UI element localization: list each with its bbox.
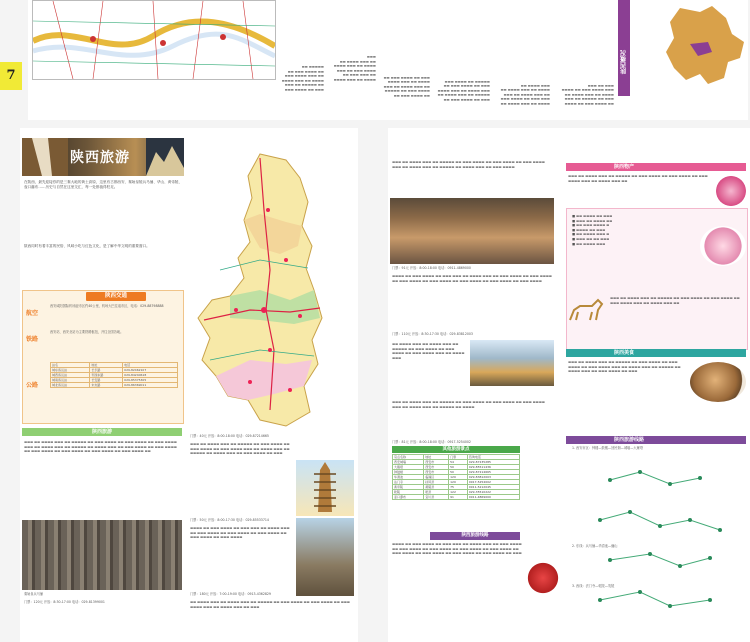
left-caption-line-4: 门票：180元 开放：7:00-19:00 电话：0913-4362829 <box>190 592 271 596</box>
table-cell: 钟鼓楼 <box>393 470 424 475</box>
table-cell: 门票 <box>449 455 468 460</box>
table-cell: 0911-4869000 <box>467 495 519 500</box>
transport-label-road: 公路 <box>26 382 39 389</box>
table-cell: 临潼区 <box>424 475 449 480</box>
table-cell: 西安城墙 <box>393 460 424 465</box>
products-title: 陕西物产 <box>566 163 746 171</box>
top-text-col-4: ▬▬▬ ▬▬ ▬▬▬▬ ▬▬▬ ▬▬ ▬▬▬▬▬ ▬▬ ▬▬▬ ▬▬▬▬ ▬▬ ▬▬▬ ▬▬▬▬ ▬▬ ▬▬▬ ▬▬▬▬ ▬▬▬ ▬▬ ▬▬▬▬ ▬▬▬ ▬▬ ▬▬▬▬▬ ▬▬ ▬▬▬▬ ▬▬▬ <box>436 2 490 102</box>
page-header-banner <box>22 138 184 176</box>
table-cell: 西安市 <box>424 470 449 475</box>
transport-label-air: 航空 <box>26 310 39 317</box>
table-row <box>51 383 178 388</box>
mountain-photo <box>296 518 354 596</box>
craft-photo <box>700 226 746 266</box>
top-text-col-6: ▬▬ ▬▬▬▬ ▬▬▬ ▬▬ ▬▬▬▬ ▬▬▬ ▬▬ ▬▬▬▬▬ ▬▬ ▬▬▬ ▬▬▬▬ ▬▬ ▬▬▬ ▬▬▬▬ ▬▬ ▬▬▬ ▬▬▬▬ ▬▬▬ ▬▬ ▬▬▬▬ ▬▬▬ ▬▬ ▬▬▬ <box>556 2 614 106</box>
photo-caption: 秦始皇兵马俑 <box>24 592 44 596</box>
top-text-col-5: ▬▬▬▬ ▬▬ ▬▬▬ ▬▬▬▬ ▬▬ ▬▬▬ ▬▬▬ ▬▬ ▬▬▬▬ ▬▬▬ ▬▬ ▬▬▬ ▬▬▬▬ ▬▬ ▬▬▬ ▬▬▬▬ ▬▬ ▬▬▬ ▬▬▬▬ ▬▬ ▬▬▬ ▬▬▬▬ ▬▬ <box>496 2 550 106</box>
waterfall-photo-icon <box>22 138 68 176</box>
table-cell: 029-85511436 <box>467 465 519 470</box>
road-station-table <box>50 362 178 388</box>
table-cell: 地址 <box>90 363 123 368</box>
table-cell: 枣园东路 <box>90 373 123 378</box>
right-text-1: ▬▬▬ ▬▬ ▬▬▬▬ ▬▬▬ ▬▬ ▬▬▬▬▬ ▬▬ ▬▬▬ ▬▬▬▬ ▬▬ ▬▬▬ ▬▬▬▬ ▬▬ ▬▬▬ ▬▬▬▬ ▬▬▬ ▬▬ ▬▬▬▬ ▬▬▬ ▬▬ ▬▬▬▬▬ ▬▬ ▬▬▬▬ ▬▬▬ ▬▬ ▬▬▬ ▬▬▬▬ <box>392 160 545 169</box>
left-caption-line-3: 门票：50元 开放：8:00-17:30 电话：029-85533714 <box>190 518 269 522</box>
top-text-col-1: ▬▬▬ ▬▬ ▬▬▬▬ ▬▬▬ ▬▬ ▬▬▬▬▬ ▬▬ ▬▬▬ ▬▬▬▬ ▬▬ ▬▬▬ ▬▬▬▬ ▬▬ ▬▬▬ ▬▬▬▬ ▬▬▬ ▬▬ ▬▬▬▬ ▬▬▬ ▬▬ ▬▬▬▬▬ ▬▬ <box>280 2 324 92</box>
lake-photo <box>470 340 554 386</box>
table-cell: 黄陵县 <box>424 485 449 490</box>
routes-mini-title: 陕西旅游线路 <box>430 532 520 540</box>
table-cell: 50 <box>449 465 468 470</box>
table-cell: 50 <box>449 470 468 475</box>
table-cell: 景点名称 <box>393 455 424 460</box>
table-cell: 122 <box>449 490 468 495</box>
table-cell: 大雁塔 <box>393 465 424 470</box>
mid-text-2: ▬▬▬▬ ▬▬ ▬▬▬ ▬▬▬▬ ▬▬ ▬▬▬ ▬▬▬ ▬▬ ▬▬▬▬ ▬▬▬ ▬▬ ▬▬▬ ▬▬▬▬ ▬▬ ▬▬▬ ▬▬▬▬ ▬▬ ▬▬▬ ▬▬▬▬ ▬▬ ▬▬▬ ▬▬▬▬ ▬▬ ▬▬▬ ▬▬▬▬ <box>190 526 290 540</box>
table-cell: 54 <box>449 460 468 465</box>
table-cell: 乾县 <box>424 490 449 495</box>
transport-rail-text: 西安站、西安北站为主要铁路枢纽，开往全国各地。 <box>50 330 124 334</box>
products-text: ▬▬▬ ▬▬ ▬▬▬▬ ▬▬▬ ▬▬ ▬▬▬▬▬ ▬▬ ▬▬▬ ▬▬▬▬ ▬▬ ▬▬▬ ▬▬▬▬ ▬▬ ▬▬▬ ▬▬▬▬ ▬▬▬ ▬▬ ▬▬▬▬ ▬▬▬ ▬▬ <box>568 174 708 183</box>
table-cell: 长安路 <box>90 378 123 383</box>
shaanxi-province-map <box>190 150 340 430</box>
top-text-col-2: ▬▬▬▬ ▬▬ ▬▬▬ ▬▬▬▬ ▬▬ ▬▬▬ ▬▬▬ ▬▬ ▬▬▬▬ ▬▬▬ ▬▬ ▬▬▬ ▬▬▬▬ ▬▬ ▬▬▬ ▬▬▬▬ ▬▬ ▬▬▬ ▬▬▬▬ ▬▬ ▬▬▬ <box>330 2 376 82</box>
route-line-2: 2. 东线：兵马俑—华清池—骊山 <box>572 544 618 548</box>
table-cell: 未央路 <box>90 383 123 388</box>
table-cell: 029-87235285 <box>467 460 519 465</box>
left-caption-line-1: 门票：120元 开放：8:30-17:00 电话：029-81399001 <box>24 600 105 604</box>
table-cell: 029-82462107 <box>123 368 178 373</box>
page-number: 7 <box>6 68 16 83</box>
left-caption-line-2: 门票：40元 开放：8:00-18:00 电话：029-87214665 <box>190 434 269 438</box>
mountain-photo-icon <box>146 138 184 176</box>
transport-label-rail: 铁路 <box>26 336 39 343</box>
right-caption-line-2: 门票：110元 开放：8:30-17:30 电话：029-83812003 <box>392 332 473 336</box>
page-number-tab <box>0 62 22 90</box>
canyon-waterfall-photo <box>390 198 554 264</box>
culture-text: ▬▬▬ ▬▬ ▬▬▬▬ ▬▬▬ ▬▬ ▬▬▬▬▬ ▬▬ ▬▬▬ ▬▬▬▬ ▬▬ ▬▬▬ ▬▬▬▬ ▬▬ ▬▬▬ ▬▬▬▬ ▬▬▬ ▬▬ ▬▬▬▬ ▬▬▬ ▬▬ ▬▬▬▬▬ ▬▬ ▬▬▬▬ ▬▬▬ ▬▬ ▬▬▬ ▬▬▬▬ ▬▬ ▬▬▬ ▬▬▬▬ ▬▬ ▬▬▬ ▬▬▬▬ ▬▬ ▬▬▬ ▬▬▬▬ ▬▬ ▬▬▬ ▬▬▬▬ ▬▬ ▬▬▬ ▬▬▬▬ ▬▬ <box>24 440 177 454</box>
table-cell: 029-87214665 <box>467 470 519 475</box>
transport-title: 陕西交通 <box>86 292 146 301</box>
intro-paragraph-2: 陕西同时有着丰富的民俗、风味小吃与红色文化，是了解中华文明的重要窗口。 <box>24 244 150 248</box>
tang-horse-icon <box>566 296 606 324</box>
table-cell: 029-86369011 <box>123 383 178 388</box>
attractions-table-title: 其他旅游景点 <box>392 446 520 453</box>
products-text-2: ▬▬▬ ▬▬ ▬▬▬▬ ▬▬▬ ▬▬ ▬▬▬▬▬ ▬▬ ▬▬▬ ▬▬▬▬ ▬▬ ▬▬▬ ▬▬▬▬ ▬▬ ▬▬▬ ▬▬▬▬ ▬▬▬ ▬▬ ▬▬▬▬ ▬▬▬ ▬▬ <box>610 296 740 305</box>
province-silhouette-icon <box>660 4 746 90</box>
intro-paragraph: 在陕西，最先迎接你的是三秦大地的黄土高原，这里有古都西安、秦始皇陵兵马俑、华山、黄帝陵、壶口瀑布……历史与自然在这里交汇，每一处都值得驻足。 <box>24 180 183 189</box>
lotus-decoration-icon <box>716 176 746 206</box>
table-cell: 法门寺 <box>393 480 424 485</box>
culture-strip: 陕西旅游 <box>22 428 182 436</box>
table-row <box>393 495 520 500</box>
table-cell: 西安市 <box>424 465 449 470</box>
attractions-table <box>392 454 520 500</box>
table-cell: 乾陵 <box>393 490 424 495</box>
page-title: 陕西旅游 <box>70 150 130 166</box>
terracotta-warriors-photo <box>22 520 182 590</box>
table-cell: 029-83812003 <box>467 475 519 480</box>
table-cell: 75 <box>449 485 468 490</box>
table-cell: 91 <box>449 495 468 500</box>
table-cell: 120 <box>449 475 468 480</box>
table-cell: 地址 <box>424 455 449 460</box>
right-text-4: ▬▬▬ ▬▬ ▬▬▬▬ ▬▬▬ ▬▬ ▬▬▬▬▬ ▬▬ ▬▬▬ ▬▬▬▬ ▬▬ ▬▬▬ ▬▬▬▬ ▬▬ ▬▬▬ ▬▬▬▬ ▬▬▬ ▬▬ ▬▬▬▬ ▬▬▬ ▬▬ ▬▬▬▬▬ ▬▬ ▬▬▬▬ <box>392 400 545 409</box>
table-cell: 黄帝陵 <box>393 485 424 490</box>
transport-air-text: 西安咸阳国际机场距市区约40公里，机场大巴往返市区，电话：029-88798888 <box>50 304 164 308</box>
food-title: 陕西美食 <box>566 349 746 357</box>
pagoda-photo <box>296 460 354 516</box>
mid-text-1: ▬▬▬ ▬▬ ▬▬▬▬ ▬▬▬ ▬▬ ▬▬▬▬▬ ▬▬ ▬▬▬ ▬▬▬▬ ▬▬ ▬▬▬ ▬▬▬▬ ▬▬ ▬▬▬ ▬▬▬▬ ▬▬▬ ▬▬ ▬▬▬▬ ▬▬▬ ▬▬ ▬▬▬▬▬ ▬▬ ▬▬▬▬ ▬▬▬ ▬▬ ▬▬▬ ▬▬▬▬ ▬▬ ▬▬▬ <box>190 442 290 456</box>
table-cell: 扶风县 <box>424 480 449 485</box>
right-text-2: ▬▬▬▬ ▬▬ ▬▬▬ ▬▬▬▬ ▬▬ ▬▬▬ ▬▬▬ ▬▬ ▬▬▬▬ ▬▬▬ ▬▬ ▬▬▬ ▬▬▬▬ ▬▬ ▬▬▬ ▬▬▬▬ ▬▬ ▬▬▬ ▬▬▬▬ ▬▬ ▬▬▬ ▬▬▬▬ ▬▬ ▬▬▬ ▬▬▬▬ ▬▬ ▬▬▬ ▬▬▬▬ ▬▬ ▬▬▬ ▬▬▬▬ <box>392 274 552 283</box>
route-diagram <box>570 450 746 636</box>
route-line-1: 1. 西安市区：钟楼—鼓楼—回民街—城墙—大雁塔 <box>572 446 643 450</box>
right-caption-line-1: 门票：91元 开放：8:00-18:00 电话：0911-4869000 <box>392 266 471 270</box>
table-cell: 城西客运站 <box>51 373 90 378</box>
table-cell: 长乐路 <box>90 368 123 373</box>
paper-cut-icon <box>526 560 560 596</box>
table-cell: 城东客运站 <box>51 368 90 373</box>
products-list: ■ ▬▬ ▬▬▬▬ ▬▬ ▬▬▬ ■ ▬▬▬ ▬▬ ▬▬▬▬ ▬▬ ■ ▬▬ ▬▬▬ ▬▬▬▬ ▬ ■ ▬▬▬▬ ▬▬ ▬▬▬ ■ ▬▬ ▬▬▬▬ ▬▬▬ ▬ ■ ▬▬▬ ▬▬ ▬▬ ▬▬▬ ■ ▬▬ ▬▬▬▬ ▬▬▬ <box>572 214 613 246</box>
top-text-col-3: ▬▬ ▬▬▬▬ ▬▬▬ ▬▬ ▬▬▬▬ ▬▬▬ ▬▬ ▬▬▬▬▬ ▬▬ ▬▬▬ ▬▬▬▬ ▬▬ ▬▬▬ ▬▬▬▬ ▬▬ ▬▬▬ ▬▬▬▬ ▬▬▬ ▬▬ ▬▬▬▬ ▬▬▬ ▬▬ <box>382 2 430 98</box>
right-caption-line-3: 门票：81元 开放：8:00-18:00 电话：0917-5254002 <box>392 440 471 444</box>
table-cell: 壶口瀑布 <box>393 495 424 500</box>
mid-text-3: ▬▬ ▬▬▬▬ ▬▬▬ ▬▬ ▬▬▬▬ ▬▬▬ ▬▬ ▬▬▬▬▬ ▬▬ ▬▬▬ ▬▬▬▬ ▬▬ ▬▬▬ ▬▬▬▬ ▬▬ ▬▬▬ ▬▬▬▬ ▬▬▬ ▬▬ ▬▬▬▬ ▬▬▬ ▬▬ ▬▬▬ <box>190 600 350 609</box>
routes-title: 陕西旅游线路 <box>566 436 746 444</box>
food-text: ▬▬▬ ▬▬ ▬▬▬▬ ▬▬▬ ▬▬ ▬▬▬▬▬ ▬▬ ▬▬▬ ▬▬▬▬ ▬▬ ▬▬▬ ▬▬▬▬ ▬▬ ▬▬▬ ▬▬▬▬ ▬▬▬ ▬▬ ▬▬▬▬ ▬▬▬ ▬▬ ▬▬▬▬▬ ▬▬ ▬▬▬▬ ▬▬▬ ▬▬ ▬▬▬ ▬▬▬▬ ▬▬ ▬▬▬ <box>568 360 681 374</box>
table-cell: 029-35510222 <box>467 490 519 495</box>
pagoda-icon <box>296 460 354 516</box>
table-cell: 宜川县 <box>424 495 449 500</box>
table-cell: 0911-5212045 <box>467 485 519 490</box>
table-cell: 站名 <box>51 363 90 368</box>
table-cell: 咨询电话 <box>467 455 519 460</box>
right-text-5: ▬▬▬▬ ▬▬ ▬▬▬ ▬▬▬▬ ▬▬ ▬▬▬ ▬▬▬ ▬▬ ▬▬▬▬ ▬▬▬ ▬▬ ▬▬▬ ▬▬▬▬ ▬▬ ▬▬▬ ▬▬▬▬ ▬▬ ▬▬▬ ▬▬▬▬ ▬▬ ▬▬▬ ▬▬▬▬ ▬▬ ▬▬▬ ▬▬▬▬ ▬▬ ▬▬▬ ▬▬▬▬ ▬▬ ▬▬▬ ▬▬▬▬ ▬▬ ▬▬▬ ▬▬▬▬ ▬▬ ▬▬▬ ▬▬▬▬ ▬▬ ▬▬▬ <box>392 542 522 556</box>
route-map-strip <box>32 0 276 80</box>
table-cell: 0917-5254002 <box>467 480 519 485</box>
table-cell: 城北客运站 <box>51 383 90 388</box>
table-cell: 华清池 <box>393 475 424 480</box>
right-text-3: ▬▬ ▬▬▬▬ ▬▬▬ ▬▬ ▬▬▬▬ ▬▬▬ ▬▬ ▬▬▬▬▬ ▬▬ ▬▬▬ ▬▬▬▬ ▬▬ ▬▬▬ ▬▬▬▬ ▬▬ ▬▬▬ ▬▬▬▬ ▬▬▬ ▬▬ ▬▬▬▬ ▬▬▬ <box>392 342 465 360</box>
table-cell: 120 <box>449 480 468 485</box>
section-vertical-label: 陕西概况 <box>618 0 630 96</box>
route-line-3: 3. 西线：法门寺—乾陵—茂陵 <box>572 584 615 588</box>
table-cell: 电话 <box>123 363 178 368</box>
table-cell: 029-84240618 <box>123 373 178 378</box>
table-cell: 城南客运站 <box>51 378 90 383</box>
food-photo <box>690 362 746 402</box>
table-cell: 西安市 <box>424 460 449 465</box>
table-cell: 029-85375305 <box>123 378 178 383</box>
